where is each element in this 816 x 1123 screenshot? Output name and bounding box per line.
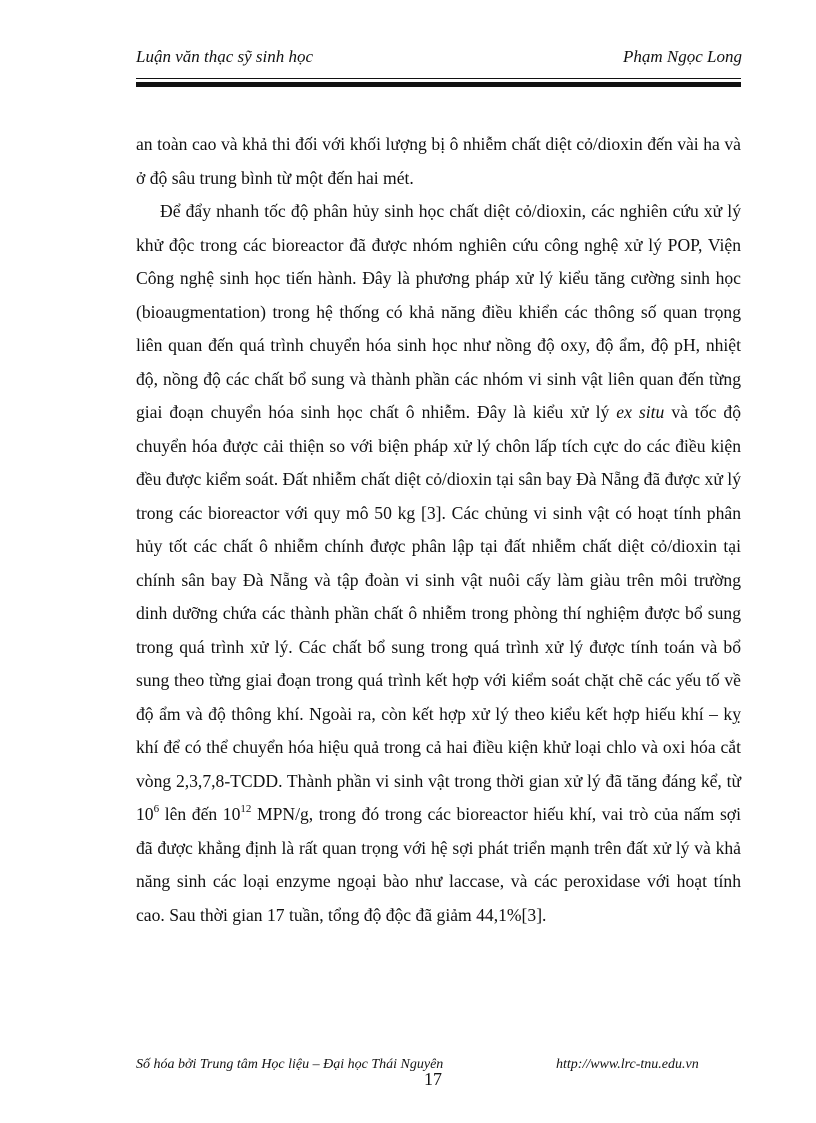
footer-source: Số hóa bởi Trung tâm Học liệu – Đại học Thái Nguyên	[136, 1057, 444, 1072]
header-thesis-title: Luận văn thạc sỹ sinh học	[136, 47, 314, 66]
paragraph-1: an toàn cao và khả thi đối với khối lượng bị ô nhiễm chất diệt cỏ/dioxin đến vài ha và ở độ sâu trung bình từ một đến hai mét.	[136, 134, 741, 188]
paragraph-2-part-a: Để đẩy nhanh tốc độ phân hủy sinh học chất diệt cỏ/dioxin, các nghiên cứu xử lý khử độc trong các bioreactor đã được nhóm nghiên cứu công nghệ xử lý POP, Viện Công nghệ sinh học tiến hành. Đây là phương pháp xử lý kiểu tăng cường sinh học (bioaugmentation) trong hệ thống có khả năng điều khiển các thông số quan trọng liên quan đến quá trình chuyển hóa sinh học như nồng độ oxy, độ ẩm, độ pH, nhiệt độ, nồng độ các chất bổ sung và thành phần các nhóm vi sinh vật liên quan đến từng giai đoạn chuyển hóa sinh học chất ô nhiễm. Đây là kiểu xử lý	[136, 201, 741, 422]
ex-situ-term: ex situ	[616, 402, 665, 422]
header-divider-thin	[136, 78, 741, 79]
paragraph-2-part-c: lên đến 10	[159, 804, 241, 824]
exponent-6: 6	[153, 803, 160, 816]
header-divider-thick	[136, 82, 741, 87]
footer-url: http://www.lrc-tnu.edu.vn	[556, 1057, 699, 1072]
header-author: Phạm Ngọc Long	[623, 47, 742, 66]
paragraph-2-part-d: MPN/g, trong đó trong các bioreactor hiếu khí, vai trò của nấm sợi đã được khẳng định là rất quan trọng với hệ sợi phát triển mạnh trên đất xử lý và khả năng sinh các loại enzyme ngoại bào như laccase, và các peroxidase với hoạt tính cao. Sau thời gian 17 tuần, tổng độ độc đã giảm 44,1%[3].	[136, 804, 741, 925]
exponent-12: 12	[240, 803, 252, 816]
main-text	[136, 128, 741, 932]
paragraph-2	[136, 195, 741, 932]
paragraph-2-part-b: và tốc độ chuyển hóa được cải thiện so với biện pháp xử lý chôn lấp tích cực do các điều kiện đều được kiểm soát. Đất nhiễm chất diệt cỏ/dioxin tại sân bay Đà Nẵng đã được xử lý trong các bioreactor với quy mô 50 kg [3]. Các chủng vi sinh vật có hoạt tính phân hủy tốt các chất ô nhiễm chính được phân lập tại đất nhiễm chất diệt cỏ/dioxin tại chính sân bay Đà Nẵng và tập đoàn vi sinh vật nuôi cấy làm giàu trên môi trường dinh dưỡng chứa các thành phần chất ô nhiễm trong phòng thí nghiệm được bổ sung trong quá trình xử lý. Các chất bổ sung trong quá trình xử lý được tính toán và bổ sung theo từng giai đoạn trong quá trình kết hợp với kiểm soát chặt chẽ các yếu tố về độ ẩm và độ thông khí. Ngoài ra, còn kết hợp xử lý theo kiểu kết hợp hiếu khí – kỵ khí để có thể chuyển hóa hiệu quả trong cả hai điều kiện khử loại chlo và oxi hóa cắt vòng 2,3,7,8-TCDD. Thành phần vi sinh vật trong thời gian xử lý đã tăng đáng kể, từ 10	[136, 402, 742, 824]
page-number: 17	[424, 1069, 442, 1089]
